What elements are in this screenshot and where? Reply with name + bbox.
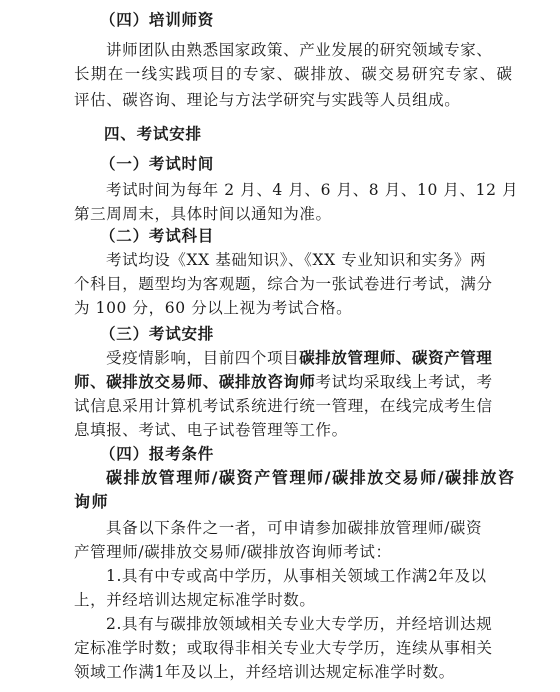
paragraph-line: 评估、碳咨询、理论与方法学研究与实践等人员组成。 xyxy=(74,91,461,109)
list-item-line: 2.具有与碳排放领域相关专业大专学历，并经培训达规 xyxy=(106,615,493,633)
conditions-title: 碳排放管理师/碳资产管理师/碳排放交易师/碳排放咨 xyxy=(106,468,516,487)
section-heading-exam-arrangement: 四、考试安排 xyxy=(104,124,202,143)
subsection-heading-conditions: （四）报考条件 xyxy=(100,444,215,463)
section-heading-trainers: （四）培训师资 xyxy=(100,10,215,29)
paragraph-line: 讲师团队由熟悉国家政策、产业发展的研究领域专家、 xyxy=(106,41,493,59)
subsection-heading-exam-arrangement: （三）考试安排 xyxy=(100,324,215,343)
paragraph-line: 长期在一线实践项目的专家、碳排放、碳交易研究专家、碳 xyxy=(74,65,514,83)
paragraph-line: 试信息采用计算机考试系统进行统一管理，在线完成考生信 xyxy=(74,397,493,415)
subsection-heading-exam-subjects: （二）考试科目 xyxy=(100,226,215,245)
paragraph-line: 个科目，题型均为客观题，综合为一张试卷进行考试，满分 xyxy=(74,275,493,293)
list-item-line: 领域工作满1年及以上，并经培训达规定标准学时数。 xyxy=(74,663,455,681)
paragraph-line: 第三周周末，具体时间以通知为准。 xyxy=(74,205,332,223)
inline-bold-text: 碳排放管理师、碳资产管理 xyxy=(299,348,493,367)
inline-bold-text: 师、碳排放交易师、碳排放咨询师 xyxy=(74,372,316,391)
inline-text: 考试均采取线上考试，考 xyxy=(315,373,493,391)
paragraph-line xyxy=(106,346,492,370)
inline-text: 受疫情影响，目前四个项目 xyxy=(106,349,300,367)
subsection-heading-exam-time: （一）考试时间 xyxy=(100,154,215,173)
list-item-line: 定标准学时数；或取得非相关专业大专学历，连续从事相关 xyxy=(74,639,493,657)
conditions-title: 询师 xyxy=(74,492,110,511)
paragraph-line: 息填报、考试、电子试卷管理等工作。 xyxy=(74,421,348,439)
paragraph-line xyxy=(74,370,493,394)
paragraph-line: 具备以下条件之一者，可申请参加碳排放管理师/碳资 xyxy=(106,519,483,537)
paragraph-line: 为 100 分，60 分以上视为考试合格。 xyxy=(74,299,353,317)
list-item-line: 1.具有中专或高中学历，从事相关领域工作满2年及以 xyxy=(106,567,487,585)
paragraph-line: 考试时间为每年 2 月、4 月、6 月、8 月、10 月、12 月 xyxy=(106,181,519,199)
list-item-line: 上，并经培训达规定标准学时数。 xyxy=(74,591,316,609)
paragraph-line: 考试均设《XX 基础知识》、《XX 专业知识和实务》两 xyxy=(106,251,487,269)
paragraph-line: 产管理师/碳排放交易师/碳排放咨询师考试： xyxy=(74,543,392,561)
